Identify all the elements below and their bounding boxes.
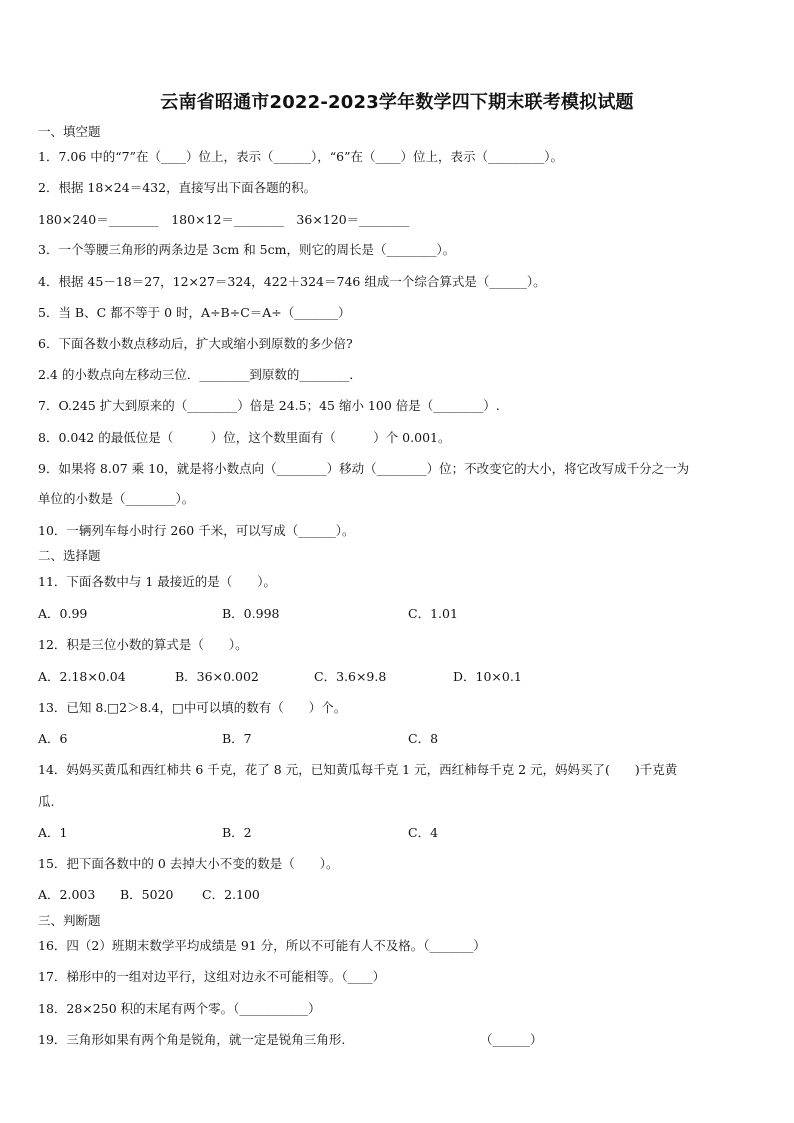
question-3: 3．一个等腰三角形的两条边是 3cm 和 5cm，则它的周长是（________）。 bbox=[38, 242, 456, 257]
q14-option-c: C．4 bbox=[408, 825, 439, 840]
question-9: 9．如果将 8.07 乘 10，就是将小数点向（________）移动（________）位；不改变它的大小，将它改写成千分之一为 bbox=[38, 461, 690, 476]
q13-option-c: C．8 bbox=[408, 731, 439, 746]
section-choice: 二、选择题 bbox=[38, 548, 101, 563]
question-14: 14．妈妈买黄瓜和西红柿共 6 千克，花了 8 元，已知黄瓜每千克 1 元，西红柿每千克 2 元，妈妈买了( )千克黄 bbox=[38, 762, 678, 777]
question-10: 10．一辆列车每小时行 260 千米，可以写成（______）。 bbox=[38, 523, 355, 538]
question-4: 4．根据 45－18＝27，12×27＝324，422＋324＝746 组成一个综合算式是（______）。 bbox=[38, 274, 546, 289]
q11-option-b: B．0.998 bbox=[222, 606, 280, 621]
q12-option-a: A．2.18×0.04 bbox=[38, 669, 126, 684]
q15-option-b: B．5020 bbox=[120, 887, 174, 902]
q12-option-b: B．36×0.002 bbox=[175, 669, 259, 684]
section-fill-blank: 一、填空题 bbox=[38, 124, 101, 139]
question-14-cont: 瓜. bbox=[38, 794, 55, 809]
q14-option-b: B．2 bbox=[222, 825, 252, 840]
question-1: 1．7.06 中的“7”在（____）位上，表示（______），“6”在（____）位上，表示（_________）。 bbox=[38, 149, 563, 164]
q12-option-d: D．10×0.1 bbox=[453, 669, 522, 684]
question-17: 17．梯形中的一组对边平行，这组对边永不可能相等。（____） bbox=[38, 969, 386, 984]
question-13: 13．已知 8.□2＞8.4，□中可以填的数有（ ）个。 bbox=[38, 700, 347, 715]
question-9-cont: 单位的小数是（________）。 bbox=[38, 491, 195, 506]
q15-option-a: A．2.003 bbox=[38, 887, 96, 902]
question-7: 7．O.245 扩大到原来的（________）倍是 24.5；45 缩小 100 倍是（________）. bbox=[38, 398, 500, 413]
question-19: 19．三角形如果有两个角是锐角，就一定是锐角三角形. bbox=[38, 1032, 346, 1047]
question-12: 12．积是三位小数的算式是（ ）。 bbox=[38, 637, 248, 652]
question-6-sub: 2.4 的小数点向左移动三位．________到原数的________． bbox=[38, 367, 362, 382]
question-19-answer-blank: （______） bbox=[480, 1032, 543, 1047]
question-11: 11．下面各数中与 1 最接近的是（ ）。 bbox=[38, 574, 277, 589]
q13-option-a: A．6 bbox=[38, 731, 68, 746]
page-title: 云南省昭通市2022-2023学年数学四下期末联考模拟试题 bbox=[160, 92, 634, 113]
q15-option-c: C．2.100 bbox=[202, 887, 260, 902]
q12-option-c: C．3.6×9.8 bbox=[314, 669, 387, 684]
section-judge: 三、判断题 bbox=[38, 913, 101, 928]
q14-option-a: A．1 bbox=[38, 825, 68, 840]
question-16: 16．四（2）班期末数学平均成绩是 91 分，所以不可能有人不及格。（_______） bbox=[38, 938, 486, 953]
q11-option-a: A．0.99 bbox=[38, 606, 88, 621]
question-18: 18．28×250 积的末尾有两个零。（___________） bbox=[38, 1001, 321, 1016]
question-6: 6．下面各数小数点移动后，扩大或缩小到原数的多少倍? bbox=[38, 336, 353, 351]
q11-option-c: C．1.01 bbox=[408, 606, 458, 621]
q13-option-b: B．7 bbox=[222, 731, 252, 746]
question-15: 15．把下面各数中的 0 去掉大小不变的数是（ ）。 bbox=[38, 856, 339, 871]
question-5: 5．当 B、C 都不等于 0 时，A÷B÷C＝A÷（_______） bbox=[38, 305, 351, 320]
question-8: 8．0.042 的最低位是（ ）位，这个数里面有（ ）个 0.001。 bbox=[38, 430, 451, 445]
question-2-sub: 180×240＝________ 180×12＝________ 36×120＝________ bbox=[38, 212, 410, 227]
question-2: 2．根据 18×24＝432，直接写出下面各题的积。 bbox=[38, 180, 317, 195]
